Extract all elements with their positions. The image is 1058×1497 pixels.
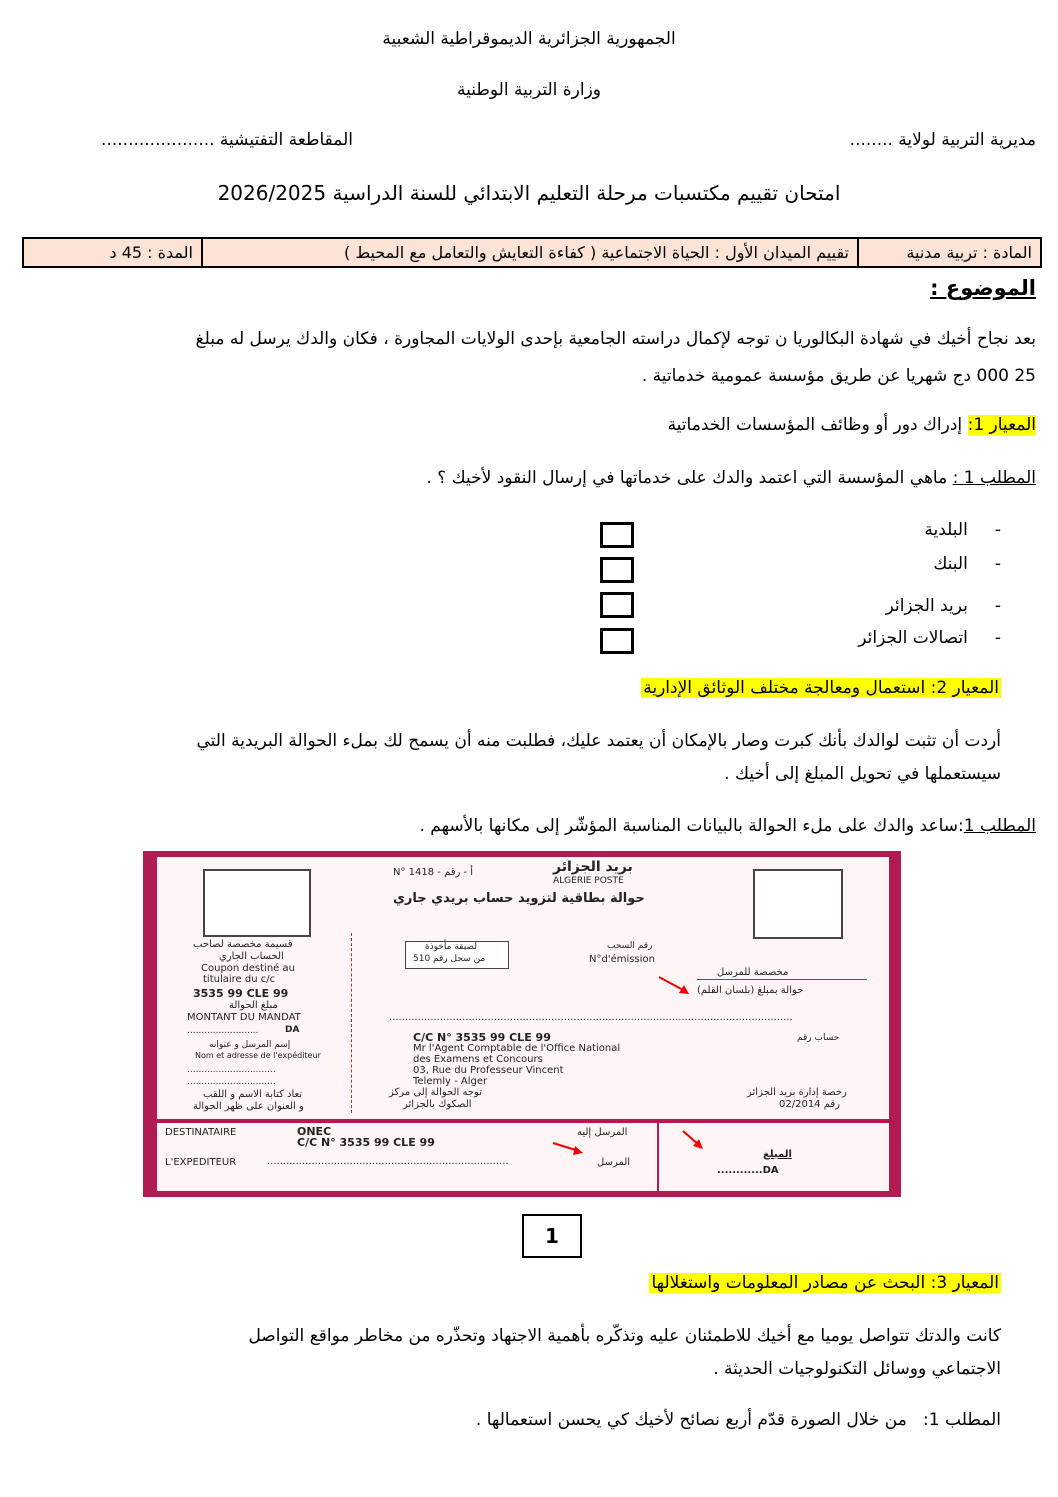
coupon-amount-ar: مبلغ الحوالة [229,1000,278,1011]
address-1: Mr l'Agent Comptable de l'Office National [413,1043,621,1054]
arrow-amount-icon [657,975,691,997]
criterion-3-text-2: الاجتماعي ووسائل التكنولوجيات الحديثة . [713,1359,1001,1379]
destinataire-ar: المرسل إليه [577,1127,628,1138]
stamp-box-left [203,869,311,937]
license-no: رقم 02/2014 [779,1099,840,1110]
field-cell [201,239,857,266]
topic-text-1: بعد نجاح أخيك في شهادة البكالوريا ن توجه لإكمال دراسته الجامعية بإحدى الولايات المجاورة ، فكان والدك يرسل له مبلغ [195,329,1036,349]
criterion-3-text: البحث عن مصادر المعلومات واستغلالها [651,1273,926,1293]
checkbox-bank[interactable] [600,557,634,583]
task-2-text: :ساعد والدك على ملء الحوالة بالبيانات المناسبة المؤشّر إلى مكانها بالأسهم . [419,816,964,836]
lower-divider [657,1123,659,1191]
option-municipality: - البلدية [924,520,1001,540]
option-algerie-telecom: - اتصالات الجزائر [858,628,1001,648]
amount-box-da: ............DA [717,1165,779,1176]
form-title: حوالة بطاقية لتزويد حساب بريدي جاري [393,891,645,906]
district-field: المقاطعة التفتيشية ..................... [101,130,353,150]
criterion-3-text-1: كانت والدتك تتواصل يوميا مع أخيك للاطمئنان عليه وتذكّره بأهمية الاجتهاد وتحذّره من مخاطر مواقع التواصل [248,1326,1001,1346]
criterion-2-label: المعيار 2: [930,678,999,698]
criterion-1 [668,415,1036,435]
option-bank: - البنك [933,554,1001,574]
brand-fr: ALGERIE POSTE [553,876,624,886]
form-upper-card [157,857,889,1119]
coupon-sender-fr: Nom et adresse de l'expéditeur [195,1051,321,1060]
coupon-footer-ar-1: تعاد كتابة الاسم و اللقب [203,1089,303,1100]
criterion-2-text: استعمال ومعالجة مختلف الوثائق الإدارية [643,678,926,698]
expediteur-dots: ............................................................................ [267,1156,509,1167]
coupon-dots-3: ............................... [187,1077,276,1087]
exam-title: امتحان تقييم مكتسبات مرحلة التعليم الابتدائي للسنة الدراسية 2026/2025 [217,181,841,205]
destinataire-name: ONEC [297,1125,332,1138]
criterion-2-task [419,816,1036,836]
duration-text: المدة : 45 د [109,243,193,262]
arrow-recipient-icon [551,1141,585,1157]
label-box-ar-2: من سجل رقم 510 [413,954,486,964]
task-1-label: المطلب 1 : [952,468,1036,488]
coupon-da: DA [285,1025,300,1035]
republic-title: الجمهورية الجزائرية الديموقراطية الشعبية [382,29,676,49]
criterion-3-task [476,1410,1001,1430]
address-2: des Examens et Concours [413,1054,543,1065]
postal-money-order-image [143,851,901,1197]
subject-text: المادة : تربية مدنية [906,243,1032,262]
page-number: 1 [545,1224,559,1248]
stamp-box-right [753,869,843,939]
send-to-ar-2: الصكوك بالجزائر [403,1099,472,1110]
destinataire-label: DESTINATAIRE [165,1127,237,1138]
criterion-3 [649,1273,1001,1293]
coupon-cc-number: 3535 99 CLE 99 [193,987,289,1000]
brand-ar: بريد الجزائر [553,859,633,875]
coupon-dots-2: ............................... [187,1065,276,1075]
expediteur-ar: المرسل [597,1157,631,1168]
license-ar: رخصة إدارة بريد الجزائر [747,1087,847,1098]
subject-cell [857,239,1040,266]
option-algerie-poste: - بريد الجزائر [885,596,1001,616]
checkbox-algerie-telecom[interactable] [600,628,634,654]
field-text: تقييم الميدان الأول : الحياة الاجتماعية ( كفاءة التعايش والتعامل مع المحيط ) [343,243,849,262]
coupon-dots-1: ......................... [187,1026,259,1036]
task-2-label: المطلب 1 [963,816,1036,836]
send-to-ar-1: توجه الحوالة إلى مركز [389,1087,482,1098]
task-1-text: ماهي المؤسسة التي اعتمد والدك على خدماتها في إرسال النقود لأخيك ؟ . [426,468,948,488]
reserved-ar: مخصصة للمرسل [717,967,789,978]
criterion-2 [641,678,1001,698]
checkbox-algerie-poste[interactable] [600,592,634,618]
coupon-ar-1: قسيمة مخصصة لصاحب [193,939,293,950]
checkbox-municipality[interactable] [600,522,634,548]
coupon-fr-2: titulaire du c/c [203,974,276,985]
amount-box-ar: المبلغ [763,1149,792,1160]
coupon-fr-1: Coupon destiné au [201,963,295,974]
criterion-2-text-1: أردت أن تثبت لوالدك بأنك كبرت وصار بالإمكان أن يعتمد عليك، فطلبت منه أن يسمح لك بملء الحوالة البريدية التي [196,731,1001,751]
ministry-title: وزارة التربية الوطنية [456,80,602,100]
cc-line: C/C N° 3535 99 CLE 99 [413,1031,551,1044]
topic-text-2: 25 000 دج شهريا عن طريق مؤسسة عمومية خدماتية . [641,366,1036,386]
criterion-1-task [426,468,1036,488]
address-4: Telemly - Alger [413,1076,488,1087]
form-lower-card [157,1123,889,1191]
emission-ar: رقم السحب [607,941,653,951]
expediteur-label: L'EXPEDITEUR [165,1157,237,1168]
duration-cell [24,239,201,266]
coupon-ar-2: الحساب الجاري [219,951,284,962]
coupon-footer-ar-2: و العنوان على ظهر الحوالة [193,1101,304,1112]
criterion-2-text-2: سيستعملها في تحويل المبلغ إلى أخيك . [724,764,1001,784]
criterion-1-label: المعيار 1: [967,415,1036,435]
label-box-ar-1: لصيقة مأخوذة [425,942,478,952]
form-dots-1: ............................................................................................................................... [389,1012,793,1023]
criterion-1-text: إدراك دور أو وظائف المؤسسات الخدماتية [667,415,963,435]
exam-info-table [22,237,1042,268]
arrow-amount-box-icon [681,1129,707,1151]
coupon-sender-ar: إسم المرسل و عنوانه [209,1040,291,1050]
page-number-box [522,1214,582,1258]
destinataire-cc: C/C N° 3535 99 CLE 99 [297,1136,435,1149]
address-3: 03, Rue du Professeur Vincent [413,1065,564,1076]
form-number: N° 1418 - أ - رقم [393,867,474,878]
task-3-label: المطلب 1: [923,1410,1001,1430]
amount-in-words: حوالة بمبلغ (بلسان القلم) [697,985,804,996]
account-ar: حساب رقم [797,1033,840,1043]
criterion-3-label: المعيار 3: [930,1273,999,1293]
task-3-text: من خلال الصورة قدّم أربع نصائح لأخيك كي يحسن استعمالها . [475,1410,907,1430]
emission-fr: N°d'émission [589,954,655,965]
directorate-field: مديرية التربية لولاية ........ [849,130,1036,150]
coupon-amount-fr: MONTANT DU MANDAT [187,1012,301,1023]
reserved-line [697,979,867,980]
topic-heading: الموضوع : [930,276,1036,300]
